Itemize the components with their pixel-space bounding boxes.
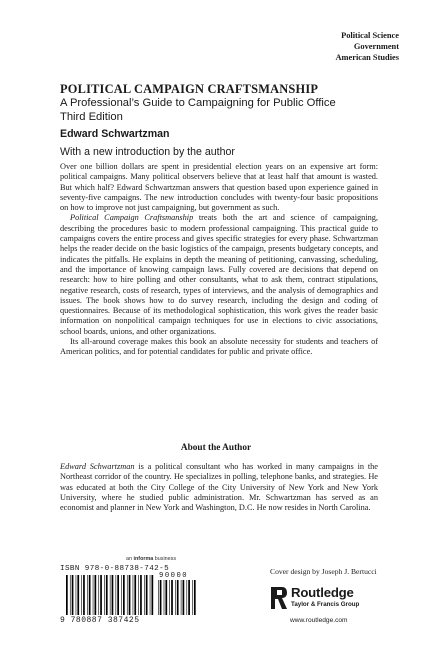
barcode-stripe: [112, 575, 114, 615]
publisher-logo-block: [270, 585, 390, 615]
barcode-stripe: [160, 580, 162, 615]
barcode-stripe: [89, 575, 91, 615]
barcode-stripe: [187, 580, 188, 615]
barcode-stripe: [87, 575, 88, 615]
barcode-stripe: [158, 580, 159, 615]
informa-business-line: [126, 556, 176, 562]
barcode-stripe: [123, 575, 125, 615]
barcode-stripe: [72, 575, 74, 615]
barcode-stripe: [77, 575, 79, 615]
barcode-stripe: [134, 575, 136, 615]
book-edition: Third Edition: [60, 111, 123, 123]
barcode-stripe: [144, 575, 145, 615]
book-title: POLITICAL CAMPAIGN CRAFTSMANSHIP: [60, 82, 319, 96]
barcode-stripe: [93, 575, 94, 615]
subject-categories: [335, 30, 399, 63]
barcode-stripe: [66, 575, 68, 615]
barcode-stripe: [192, 580, 193, 615]
informa-prefix: an: [126, 556, 134, 562]
barcode-stripe: [169, 580, 170, 615]
publisher-url[interactable]: www.routledge.com: [290, 617, 348, 624]
about-author-name: Edward Schwartzman: [60, 462, 135, 471]
category-government: Government: [353, 42, 399, 51]
barcode-stripe: [104, 575, 105, 615]
barcode-stripe: [177, 580, 179, 615]
barcode-stripe: [146, 575, 148, 615]
routledge-logo-icon: [270, 585, 288, 611]
barcode-stripe: [106, 575, 108, 615]
barcode-stripe: [194, 580, 196, 615]
book-author: Edward Schwartzman: [60, 128, 170, 140]
barcode-stripe: [175, 580, 176, 615]
barcode-stripe: [181, 580, 182, 615]
blurb-paragraph-2-text: treats both the art and science of campaigning, describing the procedures basic to modern professional campaigning. This practical guide to campaigns covers the entire process and gives specific strategies for every phase. Schwartzman helps the reader decide on the basic logistics of the campaign, presents budgetary concepts, and indicates the pitfalls. He explains in depth the meaning of petitioning, canvassing, scheduling, and the importance of knowing campaign laws. Fully covered are decisions that depend on research: how to hire polling and other consultants, what to ask them, contract stipulations, negative research, costs of research, types of interviews, and the analysis of demographics and issues. The book shows how to do survey research, including the design and coding of questionnaires. Because of its methodological sophistication, this work gives the reader basic information on nonpolitical campaign techniques for use in elections to civic associations, school boards, unions, and other organizations.: [60, 213, 378, 336]
barcode-stripe: [150, 575, 151, 615]
barcode-stripe: [81, 575, 82, 615]
barcode-block: [60, 556, 200, 626]
cover-design-credit: Cover design by Joseph J. Bertucci: [270, 567, 377, 576]
barcode-stripe: [116, 575, 117, 615]
ean-barcode: [66, 575, 156, 615]
blurb: [60, 162, 378, 358]
barcode-stripe: [138, 575, 139, 615]
publisher-name: Routledge: [291, 585, 354, 600]
barcode-stripe: [127, 575, 128, 615]
barcode-stripe: [100, 575, 102, 615]
barcode-stripe: [183, 580, 185, 615]
category-american-studies: American Studies: [335, 53, 399, 62]
book-subtitle: A Professional’s Guide to Campaigning for Public Office: [60, 97, 336, 109]
barcode-stripe: [83, 575, 85, 615]
barcode-stripe: [110, 575, 111, 615]
publisher-group: Taylor & Francis Group: [291, 601, 360, 608]
about-author-heading: About the Author: [180, 443, 252, 453]
blurb-paragraph-1: Over one billion dollars are spent in presidential election years on an expensive art form: political campaigns. Many political observers believe that at least half that amount is wasted. But which half? Edward Schwartzman answers that question based upon experience gained in seventy-five campaigns. The new introduction concludes with twenty-four basic propositions on how to improve not just campaigning, but government as such.: [60, 162, 378, 213]
blurb-paragraph-2: [60, 213, 378, 337]
barcode-stripe: [152, 575, 154, 615]
price-code: 90000: [159, 572, 189, 580]
barcode-stripe: [121, 575, 122, 615]
about-author-bio: is a political consultant who has worked in many campaigns in the Northeast corridor of the country. He specializes in polling, telephone banks, and strategies. He was educated at both the City College of the City University of New York and New York University, where he studied public administration. Mr. Schwartzman has served as an economist and planner in New York and Washington, D.C. He now resides in North Carolina.: [60, 462, 378, 513]
isbn-text: ISBN 978-0-88738-742-5: [60, 565, 170, 573]
blurb-paragraph-3: Its all-around coverage makes this book an absolute necessity for students and teachers of American politics, and for potential candidates for public and private office.: [60, 337, 378, 357]
barcode-stripe: [133, 575, 134, 615]
barcode-stripe: [165, 580, 167, 615]
barcode-stripe: [171, 580, 173, 615]
informa-brand: informa: [133, 556, 154, 562]
barcode-stripe: [129, 575, 131, 615]
barcode-stripe: [95, 575, 97, 615]
barcode-stripe: [70, 575, 71, 615]
category-political-science: Political Science: [341, 31, 399, 40]
barcode-stripe: [188, 580, 190, 615]
barcode-stripe: [76, 575, 77, 615]
addon-barcode: [158, 580, 196, 615]
barcode-stripe: [117, 575, 119, 615]
ean-digits: 9 780887 387425: [60, 616, 140, 625]
blurb-title-italic: Political Campaign Craftsmanship: [70, 213, 194, 223]
barcode-stripe: [98, 575, 99, 615]
barcode-stripe: [140, 575, 142, 615]
about-author-text: [60, 462, 378, 513]
informa-suffix: business: [153, 556, 177, 562]
barcode-stripe: [164, 580, 165, 615]
introduction-note: With a new introduction by the author: [60, 146, 235, 158]
